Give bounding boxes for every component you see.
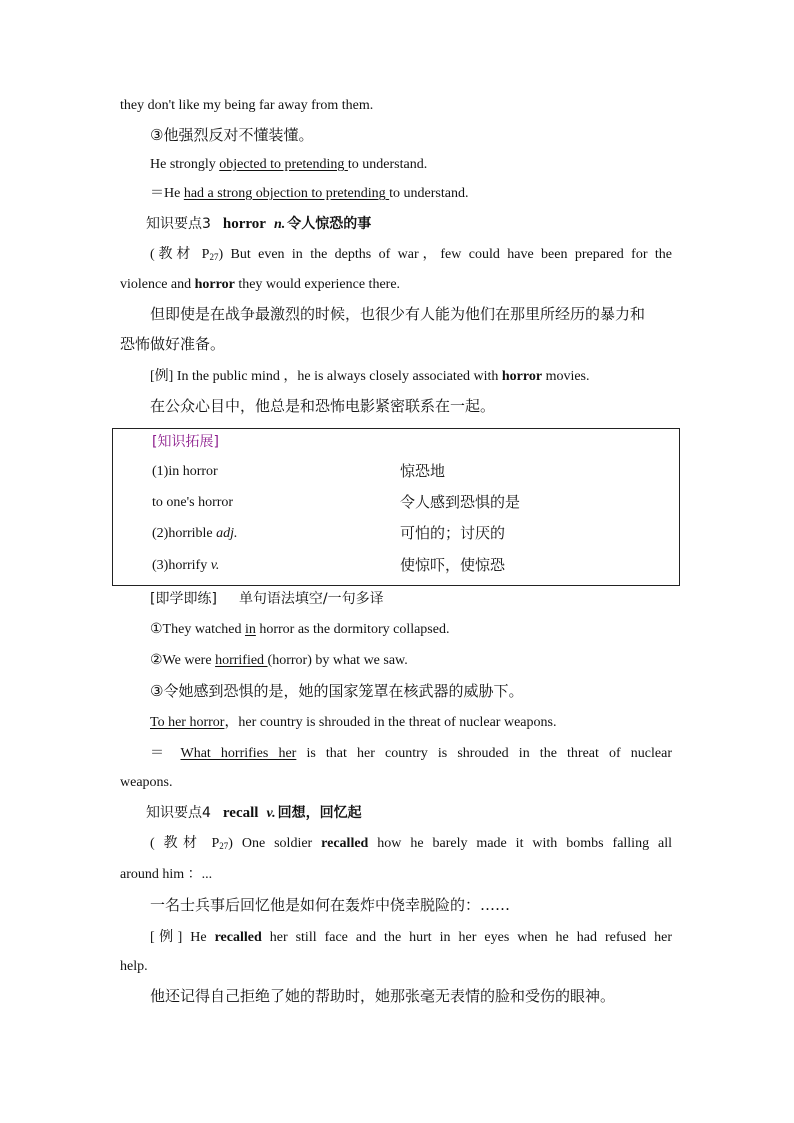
textbook-quote-4-line1: [150, 834, 672, 856]
definition: 令人惊恐的事: [287, 216, 372, 232]
translation-3-line2: [120, 334, 672, 354]
page-number: 27: [219, 841, 229, 851]
practice-q3-answer-b: [150, 744, 672, 764]
source-label: ( 教材 P: [150, 836, 220, 851]
practice-q3-answer-b-cont: [120, 773, 672, 793]
translation-text: 但即使是在战争最激烈的时候，也很少有人能为他们在那里所经历的暴力和: [150, 305, 646, 323]
sentence-text: around him ：...: [120, 867, 213, 882]
source-label: (教材 P: [150, 247, 210, 262]
translation-text: 在公众心目中，他总是和恐怖电影紧密联系在一起。: [150, 397, 496, 415]
knowledge-expansion-title: [知识拓展]: [152, 434, 219, 450]
translation-text: 他还记得自己拒绝了她的帮助时，她那张毫无表情的脸和受伤的眼神。: [150, 987, 616, 1005]
highlighted-word: recalled: [214, 930, 262, 945]
sentence-text: violence and: [120, 277, 195, 292]
part-of-speech: v.: [266, 806, 276, 821]
example-4-line1: [150, 928, 672, 948]
sentence-part: ＝: [150, 746, 181, 761]
example-3-zh: [150, 396, 672, 416]
part-of-speech: n.: [273, 217, 286, 232]
sentence-part: is that her country is shrouded in the threat of nuclear: [296, 746, 672, 761]
answer-blank: had a strong objection to pretending: [183, 186, 390, 201]
sentence-part: weapons.: [120, 775, 173, 790]
expansion-meaning-4: 使惊吓，使惊恐: [400, 556, 506, 574]
highlighted-word: recalled: [321, 836, 369, 851]
practice-instruction: 单句语法填空/一句多译: [238, 591, 384, 607]
answer-line-2: [150, 184, 672, 204]
page-number: 27: [209, 252, 219, 262]
example-4-zh: [150, 986, 672, 1006]
phrase: (1)in horror: [152, 464, 218, 479]
example-3: [150, 367, 672, 387]
practice-q3-answer-a: [150, 713, 672, 733]
expansion-phrase-4: [152, 556, 219, 576]
knowledge-point-4-heading: [146, 803, 672, 824]
phrase: (2)horrible: [152, 526, 217, 541]
example-text: her still face and the hurt in her eyes when he had refused her: [261, 930, 672, 945]
translation-text: 一名士兵事后回忆他是如何在轰炸中侥幸脱险的：……: [150, 896, 511, 914]
part-of-speech: v.: [210, 558, 220, 573]
sentence-part: ，her country is shrouded in the threat of nuclear weapons.: [224, 715, 557, 730]
translation-4: [150, 895, 672, 915]
continuation-line: [120, 96, 672, 116]
definition: 回想，回忆起: [277, 805, 362, 821]
sentence-part: (horror) by what we saw.: [267, 653, 408, 668]
sentence-text: how he barely made it with bombs falling all: [368, 836, 673, 851]
textbook-quote-4-line2: [120, 865, 672, 885]
sentence-text: ) One soldier: [228, 836, 322, 851]
headword: recall: [222, 805, 259, 821]
expansion-phrase-3: [152, 524, 238, 544]
example-text: [例] He: [150, 930, 215, 945]
headword: horror: [222, 216, 266, 232]
sentence-text: they would experience there.: [234, 277, 401, 292]
textbook-quote-3-line2: [120, 275, 672, 295]
exercise-item-3-zh: [150, 125, 672, 145]
sentence-part: He strongly: [150, 157, 220, 172]
translation-text: 恐怖做好准备。: [120, 335, 226, 353]
part-of-speech: adj.: [216, 526, 238, 541]
highlighted-word: horror: [194, 277, 235, 292]
practice-q1: [150, 620, 672, 640]
phrase: (3)horrify: [152, 558, 211, 573]
expansion-meaning-2: 令人感到恐惧的是: [400, 493, 521, 511]
expansion-meaning-3: 可怕的；讨厌的: [400, 524, 506, 542]
sentence-part: to understand.: [389, 186, 469, 201]
translation-3-line1: [150, 304, 672, 324]
practice-q2: [150, 651, 672, 671]
sentence-part: to understand.: [347, 157, 428, 172]
expansion-phrase-2: [152, 493, 233, 513]
knowledge-point-tag: 知识要点4: [146, 805, 211, 821]
example-4-line2: [120, 957, 672, 977]
knowledge-point-3-heading: [146, 214, 672, 235]
sentence-text: they don't like my being far away from them.: [120, 98, 374, 113]
sentence-part: ＝He: [150, 186, 184, 201]
sentence-part: ②We were: [150, 653, 216, 668]
sentence-part: ①They watched: [150, 622, 245, 637]
practice-q3-zh: [150, 681, 672, 701]
example-text: movies.: [542, 369, 590, 384]
knowledge-point-tag: 知识要点3: [146, 216, 211, 232]
practice-tag: [即学即练]: [150, 591, 217, 607]
answer-line-1: [150, 155, 672, 175]
answer-blank: What horrifies her: [180, 746, 297, 761]
answer-blank: To her horror: [150, 715, 225, 730]
textbook-quote-3-line1: [150, 245, 672, 267]
expansion-phrase-1: [152, 462, 218, 482]
expansion-meaning-1: 惊恐地: [400, 462, 446, 480]
sentence-text: ) But even in the depths of war，few could have been prepared for the: [218, 247, 672, 262]
example-text: [例] In the public mind ，he is always closely associated with: [150, 369, 502, 384]
sentence-part: horror as the dormitory collapsed.: [255, 622, 450, 637]
highlighted-word: horror: [501, 369, 543, 384]
answer-blank: objected to pretending: [219, 157, 348, 172]
chinese-prompt: ③令她感到恐惧的是，她的国家笼罩在核武器的威胁下。: [150, 682, 524, 700]
example-text: help.: [120, 959, 148, 974]
chinese-prompt: ③他强烈反对不懂装懂。: [150, 126, 314, 144]
answer-blank: in: [244, 622, 256, 637]
answer-blank: horrified: [215, 653, 268, 668]
practice-heading: [150, 589, 672, 610]
phrase: to one's horror: [152, 495, 234, 510]
